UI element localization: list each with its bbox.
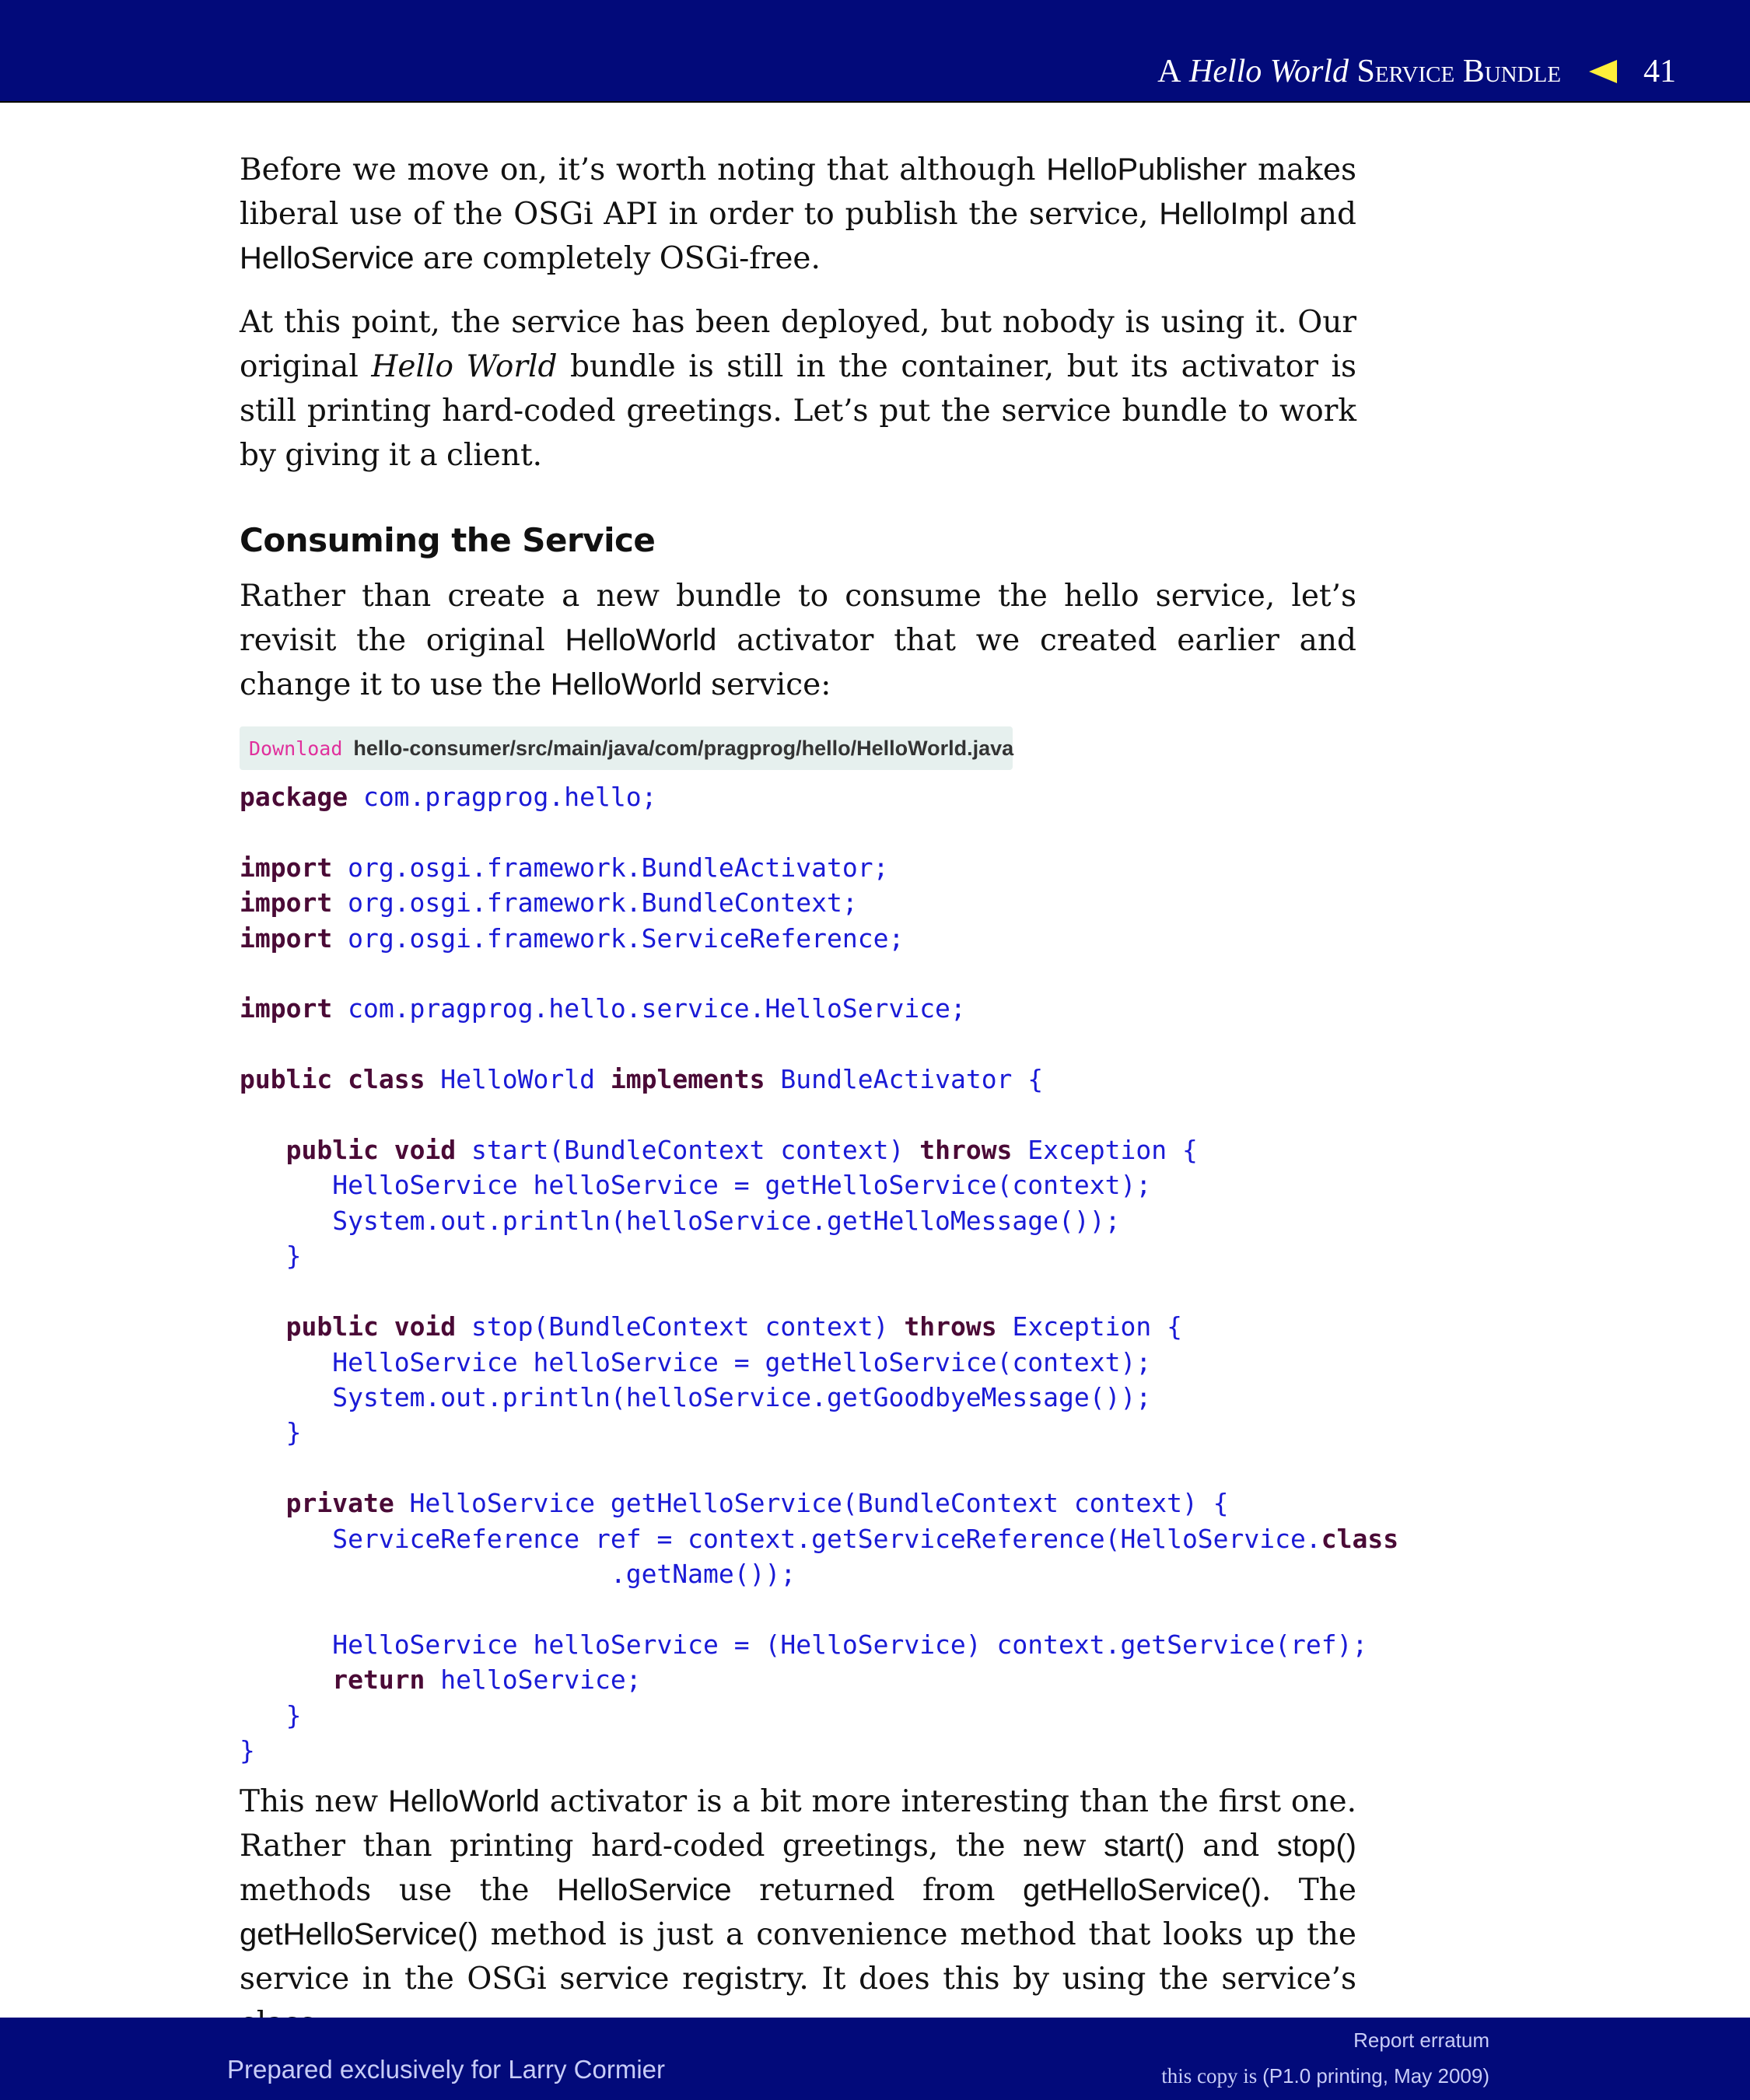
code-keyword: implements: [610, 1064, 765, 1095]
text: returned from: [731, 1873, 1024, 1908]
code-keyword: import: [240, 887, 333, 919]
section-heading: Consuming the Service: [240, 521, 656, 559]
text: are completely OSGi-free.: [414, 241, 821, 276]
code-line: }: [285, 1699, 302, 1731]
code-term: HelloService: [240, 241, 415, 275]
code-term: start(): [1104, 1829, 1185, 1863]
code-term: HelloImpl: [1159, 197, 1289, 231]
text: and: [1185, 1829, 1277, 1864]
report-erratum-link[interactable]: Report erratum: [1353, 2028, 1489, 2052]
code-term: HelloWorld: [550, 667, 702, 702]
code-line: HelloService helloService = (HelloService) context.getService(ref);: [332, 1629, 1368, 1660]
code-listing: [240, 779, 1398, 1768]
emphasis: Hello World: [371, 349, 558, 384]
running-head-a: A: [1157, 54, 1181, 89]
page-header: [0, 0, 1750, 103]
code-line: }: [240, 1734, 255, 1766]
code-line: }: [285, 1241, 302, 1272]
copy-prefix: this copy is: [1161, 2064, 1263, 2088]
download-tag: [240, 726, 1013, 770]
code-line: HelloWorld: [425, 1064, 611, 1095]
running-head: [1157, 50, 1676, 93]
paragraph-3: [240, 574, 1356, 707]
code-term: stop(): [1276, 1829, 1356, 1863]
code-line: System.out.println(helloService.getHelloMessage());: [332, 1205, 1121, 1236]
previous-page-arrow-icon[interactable]: [1589, 60, 1617, 83]
code-keyword: void: [394, 1135, 457, 1166]
download-file-path: hello-consumer/src/main/java/com/pragprog/hello/HelloWorld.java: [353, 736, 1014, 760]
code-term: getHelloService(): [1023, 1873, 1262, 1907]
code-keyword: private: [285, 1488, 394, 1519]
code-line: HelloService helloService = getHelloService(context);: [332, 1346, 1152, 1377]
code-line: start(BundleContext context): [456, 1135, 920, 1166]
code-term: HelloService: [557, 1873, 732, 1907]
code-term: HelloWorld: [388, 1784, 540, 1818]
code-term: getHelloService(): [240, 1917, 478, 1951]
text: At this point, the service has been deployed, but nobody is using it. Our original: [240, 305, 1356, 384]
code-line: .getName());: [610, 1558, 796, 1589]
code-keyword: throws: [919, 1135, 1013, 1166]
text: bundle is still in the container, but its activator is still printing hard-coded greetings. Let’s put the service bundle to work by giving it a client.: [240, 349, 1356, 473]
code-keyword: throws: [904, 1311, 997, 1342]
code-line: ServiceReference ref = context.getServiceReference(HelloService.: [332, 1523, 1321, 1554]
code-line: BundleActivator {: [765, 1064, 1044, 1095]
paragraph-1: [240, 148, 1356, 281]
paragraph-2: [240, 300, 1356, 478]
code-keyword: import: [240, 993, 333, 1024]
code-term: HelloPublisher: [1046, 152, 1248, 187]
page-footer: [0, 2018, 1750, 2100]
code-line: System.out.println(helloService.getGoodbyeMessage());: [332, 1381, 1152, 1412]
code-line: org.osgi.framework.BundleContext;: [332, 887, 858, 919]
text: This new: [240, 1784, 388, 1819]
text: Rather than create a new bundle to consume the hello service, let’s revisit the original: [240, 579, 1356, 658]
code-term: HelloWorld: [565, 623, 717, 657]
text: service:: [702, 667, 831, 702]
text: activator that we created earlier and change it to use the: [240, 623, 1357, 702]
text: Before we move on, it’s worth noting that although: [240, 152, 1047, 187]
text: methods use the: [240, 1873, 558, 1908]
code-line: HelloService helloService = getHelloService(context);: [332, 1170, 1152, 1201]
text: makes liberal use of the OSGi API in order to publish the service,: [240, 152, 1356, 232]
code-line: org.osgi.framework.ServiceReference;: [332, 922, 905, 954]
code-keyword: class: [348, 1064, 425, 1095]
code-keyword: void: [394, 1311, 457, 1342]
download-link[interactable]: Download: [249, 737, 343, 760]
paragraph-4: [240, 1780, 1356, 2046]
text: activator is a bit more interesting than the first one. Rather than printing hard-coded greetings, the new: [240, 1784, 1356, 1864]
page-number: 41: [1643, 54, 1676, 89]
copy-info: [1161, 2064, 1489, 2088]
printing-info: (P1.0 printing, May 2009): [1262, 2064, 1489, 2088]
text: and: [1288, 197, 1356, 232]
code-line: stop(BundleContext context): [456, 1311, 905, 1342]
code-keyword: return: [332, 1664, 425, 1696]
text: . The: [1261, 1873, 1356, 1908]
code-keyword: import: [240, 922, 333, 954]
code-line: Exception {: [1012, 1135, 1198, 1166]
code-keyword: public: [285, 1311, 379, 1342]
code-line: HelloService getHelloService(BundleContext context) {: [394, 1488, 1229, 1519]
running-head-rest: Service Bundle: [1356, 54, 1561, 89]
code-line: helloService;: [425, 1664, 642, 1696]
code-line: org.osgi.framework.BundleActivator;: [332, 852, 889, 883]
code-line: com.pragprog.hello;: [348, 782, 657, 812]
prepared-for-text: Prepared exclusively for Larry Cormier: [227, 2055, 666, 2084]
code-keyword: public: [240, 1064, 333, 1095]
code-line: }: [285, 1417, 302, 1448]
code-keyword: package: [240, 782, 348, 812]
code-keyword: class: [1321, 1523, 1399, 1554]
code-keyword: import: [240, 852, 333, 883]
running-head-italic: Hello World: [1189, 54, 1349, 89]
code-line: Exception {: [996, 1311, 1182, 1342]
code-line: com.pragprog.hello.service.HelloService;: [332, 993, 966, 1024]
code-keyword: public: [285, 1135, 379, 1166]
text: method is just a convenience method that looks up the service in the OSGi service registry. It does this by using the service’s: [240, 1917, 1356, 1997]
